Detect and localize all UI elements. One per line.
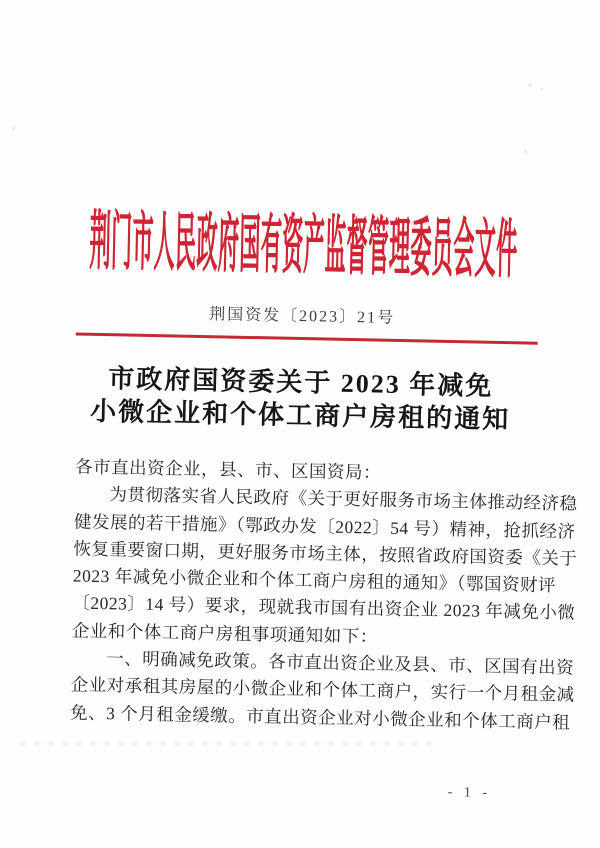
- paragraph1-line: 恢复重要窗口期，更好服务市场主体，按照省政府国资委《关于: [73, 538, 578, 569]
- scan-noise-speck: [524, 150, 527, 153]
- paragraph2-line: 企业对承租其房屋的小微企业和个体工商户，实行一个月租金减: [70, 674, 575, 705]
- scan-noise-speck: [528, 84, 532, 87]
- document-title: [0, 360, 600, 438]
- scan-noise-speck: [540, 88, 543, 90]
- paragraph1-line: 企业和个体工商户房租事项通知如下：: [71, 620, 378, 647]
- paragraph2-line: 一、明确减免政策。各市直出资企业及县、市、区国有出资: [106, 648, 575, 678]
- red-divider-line: [76, 332, 538, 344]
- agency-header-text: 荆门市人民政府国有资产监督管理委员会文件: [88, 204, 519, 287]
- scan-noise-speck: [12, 127, 15, 130]
- document-title-line1: 市政府国资委关于 2023 年减免: [108, 364, 494, 401]
- document-number: 荆国资发〔2023〕21号: [208, 306, 396, 327]
- addressee-line: 各市直出资企业，县、市、区国资局：: [74, 456, 382, 483]
- scan-noise-band: [20, 741, 440, 746]
- paragraph1-line: 健发展的若干措施》（鄂政办发〔2022〕54 号）精神，抢抓经济: [73, 511, 576, 542]
- paragraph2-line: 免、3 个月租金缓缴。市直出资企业对小微企业和个体工商户租: [69, 702, 571, 733]
- paragraph1-line: 2023 年减免小微企业和个体工商户房租的通知》（鄂国资财评: [72, 565, 557, 596]
- document-title-line2: 小微企业和个体工商户房租的通知: [89, 396, 511, 435]
- page-number: - 1 -: [447, 785, 492, 801]
- document-body: [69, 453, 578, 735]
- agency-header: [4, 191, 600, 287]
- paragraph1-line: 为贯彻落实省人民政府《关于更好服务市场主体推动经济稳: [109, 484, 578, 514]
- paragraph1-line: 〔2023〕14 号）要求，现就我市国有出资企业 2023 年减免小微: [72, 592, 576, 624]
